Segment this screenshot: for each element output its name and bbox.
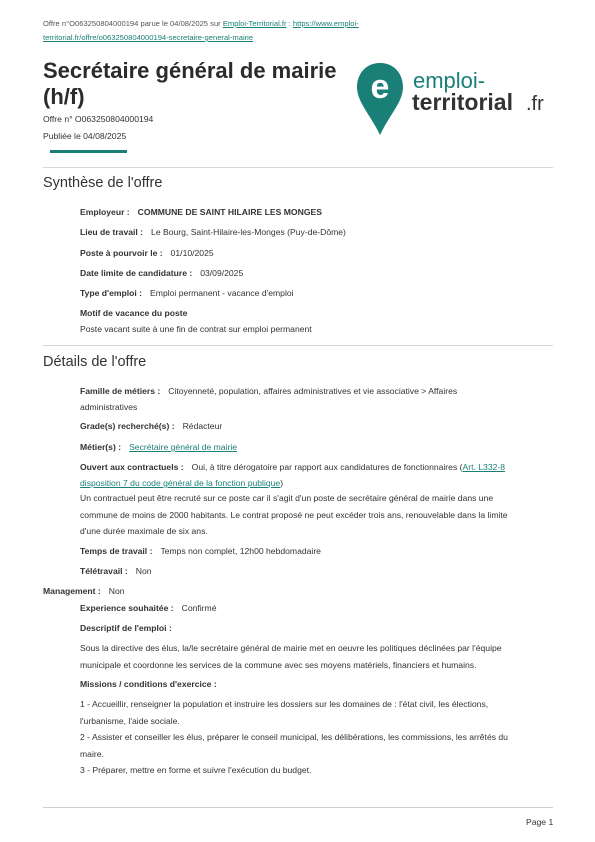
section-heading-details: Détails de l'offre (43, 354, 147, 370)
field-management: Management : Non (43, 586, 125, 596)
field-employeur: Employeur : COMMUNE DE SAINT HILAIRE LES MONGES (80, 207, 322, 217)
logo-pin-icon (356, 60, 556, 140)
offer-url-link[interactable]: https://www.emploi- (292, 19, 359, 28)
section-divider (43, 345, 553, 346)
article-link[interactable]: Art. L332-8 (462, 462, 506, 472)
publication-date: Publiée le 04/08/2025 (43, 131, 127, 141)
article-link-cont[interactable]: disposition 7 du code général de la fonction publique (80, 478, 281, 488)
field-missions-label: Missions / conditions d'exercice : (80, 679, 217, 689)
offer-url-link-cont[interactable]: territorial.fr/offre/o063250804000194-secretaire-general-mairie (43, 33, 254, 42)
offer-reference: Offre n° O063250804000194 (43, 114, 154, 124)
field-motif-vacance: Motif de vacance du poste Poste vacant suite à une fin de contrat sur emploi permanent (80, 308, 312, 334)
page-number: Page 1 (526, 817, 554, 827)
title-accent-bar (50, 150, 127, 153)
field-teletravail: Télétravail : Non (80, 566, 152, 576)
field-date-limite: Date limite de candidature : 03/09/2025 (80, 268, 244, 278)
svg-text:.fr: .fr (526, 93, 544, 115)
field-poste-a-pourvoir: Poste à pourvoir le : 01/10/2025 (80, 248, 214, 258)
field-metier: Métier(s) : Secrétaire général de mairie (80, 442, 238, 452)
offer-source-note: Offre n°O063250804000194 parue le 04/08/2025 sur Emploi-Territorial.fr : https://www.emploi- territorial.fr/offre/o063250804000194-secretaire-general-mairie (43, 19, 359, 42)
descriptif-text: Sous la directive des élus, la/le secrétaire général de mairie met en oeuvre les politiques déclinées par l'équipe municipale et coordonne les services de la commune avec ses moyens matériels, financiers et humains. (80, 643, 502, 670)
field-temps-travail: Temps de travail : Temps non complet, 12h00 hebdomadaire (80, 546, 321, 556)
page-title: Secrétaire général de mairie (h/f) (43, 58, 337, 109)
contractuels-explanation: Un contractuel peut être recruté sur ce poste car il s'agit d'un poste de secrétaire général de mairie dans une commune de moins de 2000 habitants. Le contrat proposé ne peut excéder trois ans, renouvelable dans la limite d'une durée maximale de six ans. (80, 493, 508, 536)
missions-text: 1 - Accueillir, renseigner la population et instruire les dossiers sur les domaines de : l'état civil, les élections, l'urbanisme, l'aide sociale. 2 - Assister et conseiller les élus, préparer le conseil municipal, les délibérations, les commissions, les arrêtés du maire. 3 - Préparer, mettre en forme et suivre l'exécution du budget. (80, 699, 508, 775)
emploi-territorial-logo (356, 60, 556, 140)
field-type-emploi: Type d'emploi : Emploi permanent - vacance d'emploi (80, 288, 294, 298)
section-heading-synthese: Synthèse de l'offre (43, 175, 163, 191)
svg-text:territorial: territorial (412, 89, 513, 115)
field-contractuels: Ouvert aux contractuels : Oui, à titre dérogatoire par rapport aux candidatures de fonctionnaires (Art. L332-8 disposition 7 du code général de la fonction publique) (80, 462, 506, 488)
metier-link[interactable]: Secrétaire général de mairie (129, 442, 238, 452)
footer-divider (43, 807, 553, 808)
svg-text:e: e (370, 68, 390, 106)
field-descriptif-label: Descriptif de l'emploi : (80, 623, 172, 633)
section-divider (43, 167, 553, 168)
field-famille-metiers: Famille de métiers : Citoyenneté, population, affaires administratives et vie associative > Affaires administratives (80, 386, 458, 412)
field-experience: Experience souhaitée : Confirmé (80, 603, 217, 613)
field-grade: Grade(s) recherché(s) : Rédacteur (80, 421, 223, 431)
field-lieu-travail: Lieu de travail : Le Bourg, Saint-Hilaire-les-Monges (Puy-de-Dôme) (80, 227, 346, 237)
svg-text:emploi-: emploi- (413, 68, 486, 93)
site-link[interactable]: Emploi-Territorial.fr (222, 19, 287, 28)
